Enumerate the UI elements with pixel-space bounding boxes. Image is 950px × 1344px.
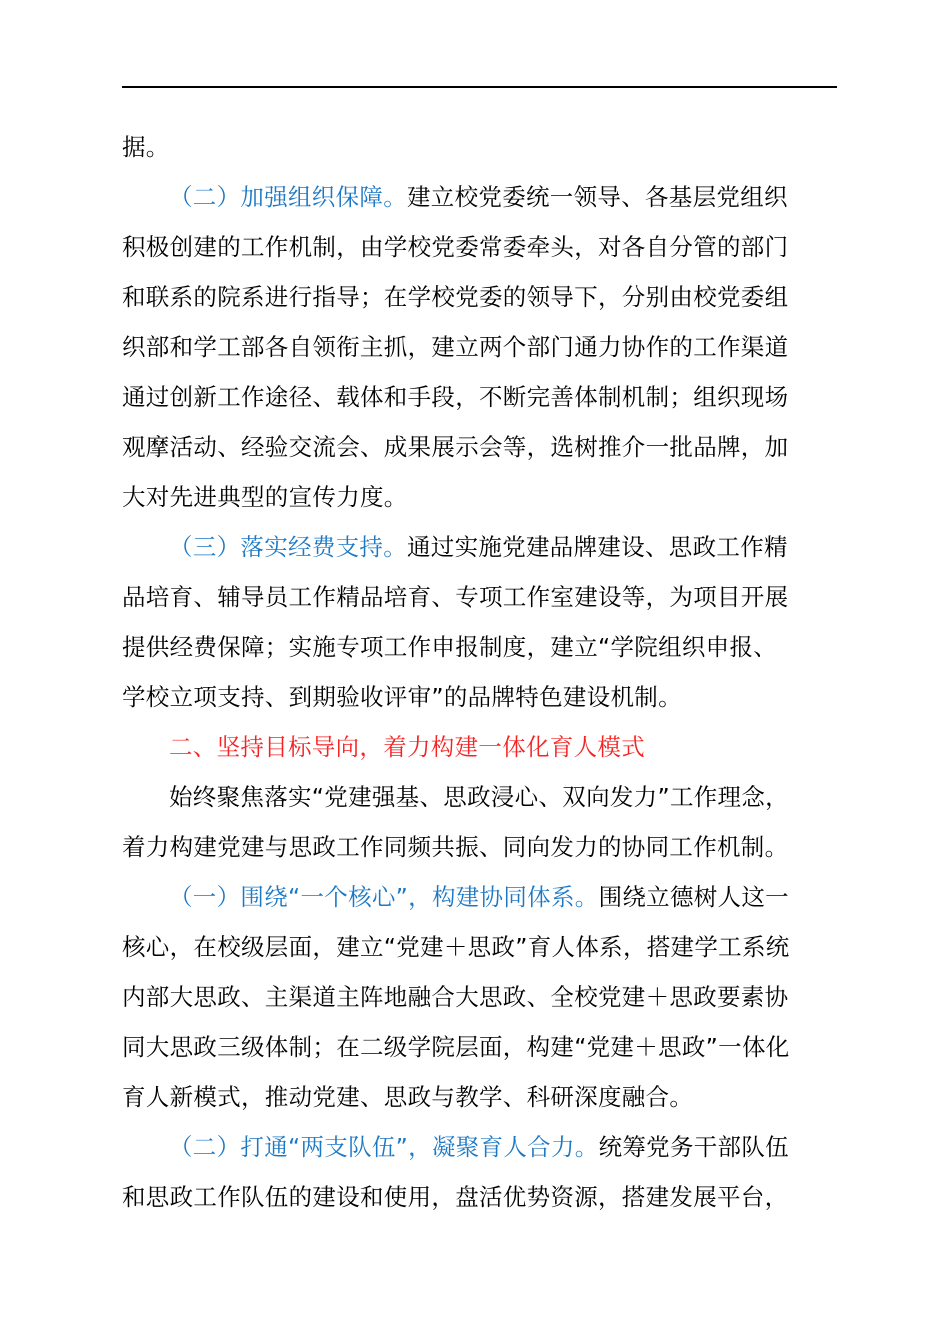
subheading-two-teams: （二）打通“两支队伍”，凝聚育人合力。: [169, 1133, 599, 1161]
paragraph-line: 着力构建党建与思政工作同频共振、同向发力的协同工作机制。: [122, 833, 789, 861]
paragraph-line: 提供经费保障；实施专项工作申报制度，建立“学院组织申报、: [122, 633, 778, 661]
paragraph-line: 核心，在校级层面，建立“党建＋思政”育人体系，搭建学工系统: [122, 933, 790, 961]
subheading-organization-guarantee: （二）加强组织保障。: [169, 183, 407, 211]
paragraph-line: 学校立项支持、到期验收评审”的品牌特色建设机制。: [122, 683, 682, 711]
subheading-funding-support: （三）落实经费支持。: [169, 533, 407, 561]
paragraph-line: 始终聚焦落实“党建强基、思政浸心、双向发力”工作理念，: [169, 783, 789, 811]
paragraph-line: 内部大思政、主渠道主阵地融合大思政、全校党建＋思政要素协: [122, 983, 789, 1011]
paragraph-line: 同大思政三级体制；在二级学院层面，构建“党建＋思政”一体化: [122, 1033, 790, 1061]
paragraph-text: 建立校党委统一领导、各基层党组织: [407, 183, 788, 211]
paragraph-line: 积极创建的工作机制，由学校党委常委牵头，对各自分管的部门: [122, 233, 789, 261]
paragraph-one-core: [122, 872, 842, 1122]
paragraph-line: 和联系的院系进行指导；在学校党委的领导下，分别由校党委组: [122, 283, 789, 311]
paragraph-line: 育人新模式，推动党建、思政与教学、科研深度融合。: [122, 1083, 694, 1111]
paragraph-section-intro: [122, 772, 842, 872]
paragraph-text: 统筹党务干部队伍: [598, 1133, 789, 1161]
paragraph-funding-support: [122, 522, 842, 722]
paragraph-line: 观摩活动、经验交流会、成果展示会等，选树推介一批品牌，加: [122, 433, 789, 461]
paragraph-line: 通过创新工作途径、载体和手段，不断完善体制机制；组织现场: [122, 383, 789, 411]
paragraph-organization-guarantee: [122, 172, 842, 522]
paragraph-continuation: [122, 122, 842, 172]
paragraph-two-teams: [122, 1122, 842, 1222]
subheading-one-core: （一）围绕“一个核心”，构建协同体系。: [169, 883, 599, 911]
paragraph-line: 织部和学工部各自领衔主抓，建立两个部门通力协作的工作渠道: [122, 333, 789, 361]
header-rule: [122, 86, 837, 88]
paragraph-line: 品培育、辅导员工作精品培育、专项工作室建设等，为项目开展: [122, 583, 789, 611]
document-body: [122, 122, 842, 1222]
paragraph-line: 和思政工作队伍的建设和使用，盘活优势资源，搭建发展平台，: [122, 1183, 789, 1211]
paragraph-text: 围绕立德树人这一: [598, 883, 789, 911]
paragraph-text: 据。: [122, 133, 170, 161]
paragraph-line: 大对先进典型的宣传力度。: [122, 483, 408, 511]
paragraph-text: 通过实施党建品牌建设、思政工作精: [407, 533, 788, 561]
section-heading-2: 二、坚持目标导向，着力构建一体化育人模式: [169, 733, 645, 761]
